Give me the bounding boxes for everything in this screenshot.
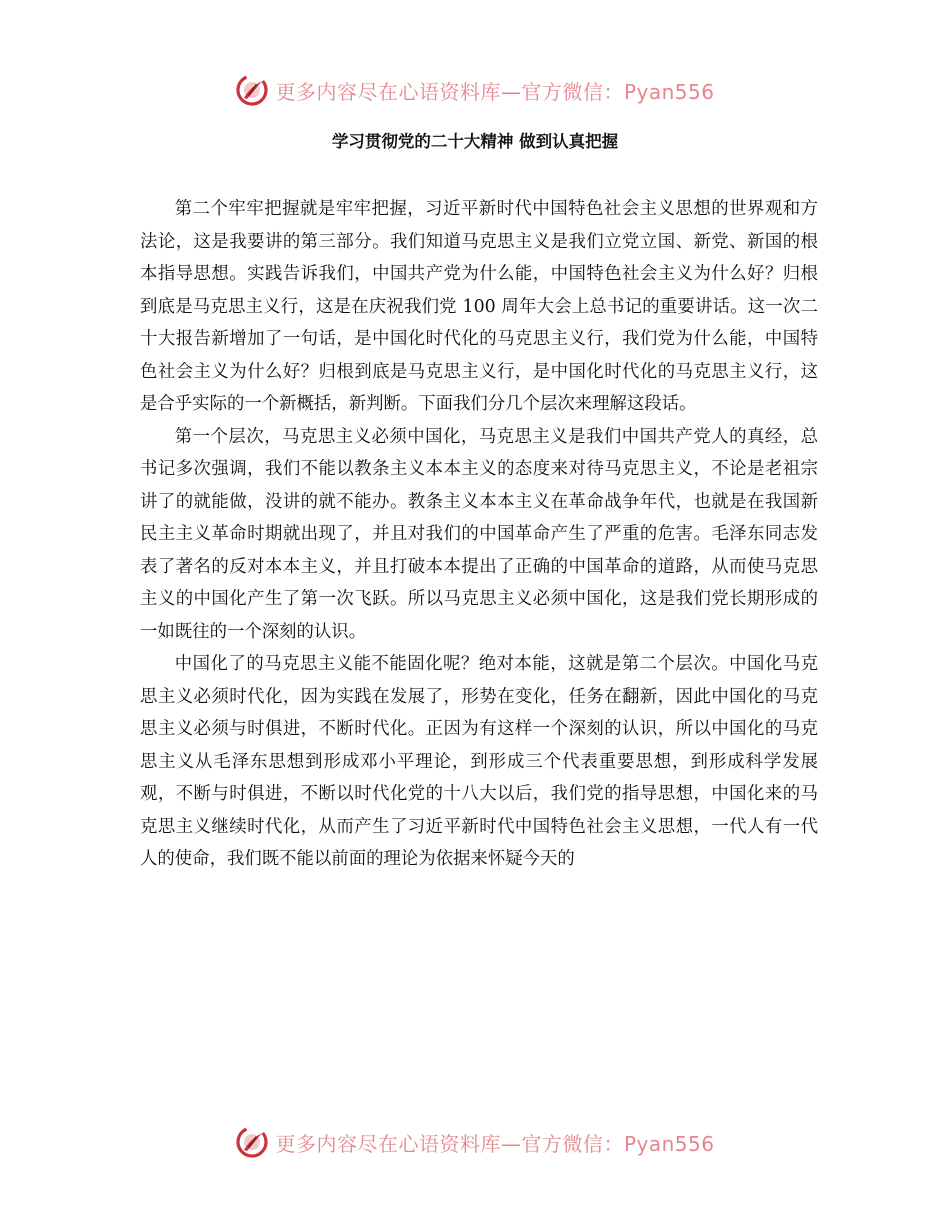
header-banner-content (235, 73, 714, 107)
brush-seal-logo-icon (235, 1125, 269, 1159)
footer-banner-content (235, 1125, 714, 1159)
footer-banner (0, 1122, 950, 1162)
brush-seal-logo-icon (235, 73, 269, 107)
header-banner (0, 70, 950, 110)
header-banner-text: 更多内容尽在心语资料库—官方微信：Pyan556 (275, 79, 715, 104)
paragraph-2: 第一个层次，马克思主义必须中国化，马克思主义是我们中国共产党人的真经，总书记多次强调，我们不能以教条主义本本主义的态度来对待马克思主义，不论是老祖宗讲了的就能做，没讲的就不能办。教条主义本本主义在革命战争年代，也就是在我国新民主主义革命时期就出现了，并且对我们的中国革命产生了严重的危害。毛泽东同志发表了著名的反对本本主义，并且打破本本提出了正确的中国革命的道路，从而使马克思主义的中国化产生了第一次飞跃。所以马克思主义必须中国化，这是我们党长期形成的一如既往的一个深刻的认识。 (140, 426, 818, 642)
document-title: 学习贯彻党的二十大精神 做到认真把握 (331, 132, 619, 151)
footer-banner-text: 更多内容尽在心语资料库—官方微信：Pyan556 (275, 1131, 715, 1156)
document-body (140, 193, 818, 876)
paragraph-1: 第二个牢牢把握就是牢牢把握，习近平新时代中国特色社会主义思想的世界观和方法论，这是我要讲的第三部分。我们知道马克思主义是我们立党立国、新党、新国的根本指导思想。实践告诉我们，中国共产党为什么能，中国特色社会主义为什么好？归根到底是马克思主义行，这是在庆祝我们党 100 周年大会上总书记的重要讲话。这一次二十大报告新增加了一句话，是中国化时代化的马克思主义行，我们党为什么能，中国特色社会主义为什么好？归根到底是马克思主义行，是中国化时代化的马克思主义行，这是合乎实际的一个新概括，新判断。下面我们分几个层次来理解这段话。 (140, 199, 818, 414)
paragraph-3: 中国化了的马克思主义能不能固化呢？绝对本能，这就是第二个层次。中国化马克思主义必须时代化，因为实践在发展了，形势在变化，任务在翻新，因此中国化的马克思主义必须与时俱进，不断时代化。正因为有这样一个深刻的认识，所以中国化的马克思主义从毛泽东思想到形成邓小平理论，到形成三个代表重要思想，到形成科学发展观，不断与时俱进，不断以时代化党的十八大以后，我们党的指导思想，中国化来的马克思主义继续时代化，从而产生了习近平新时代中国特色社会主义思想，一代人有一代人的使命，我们既不能以前面的理论为依据来怀疑今天的 (140, 654, 818, 869)
